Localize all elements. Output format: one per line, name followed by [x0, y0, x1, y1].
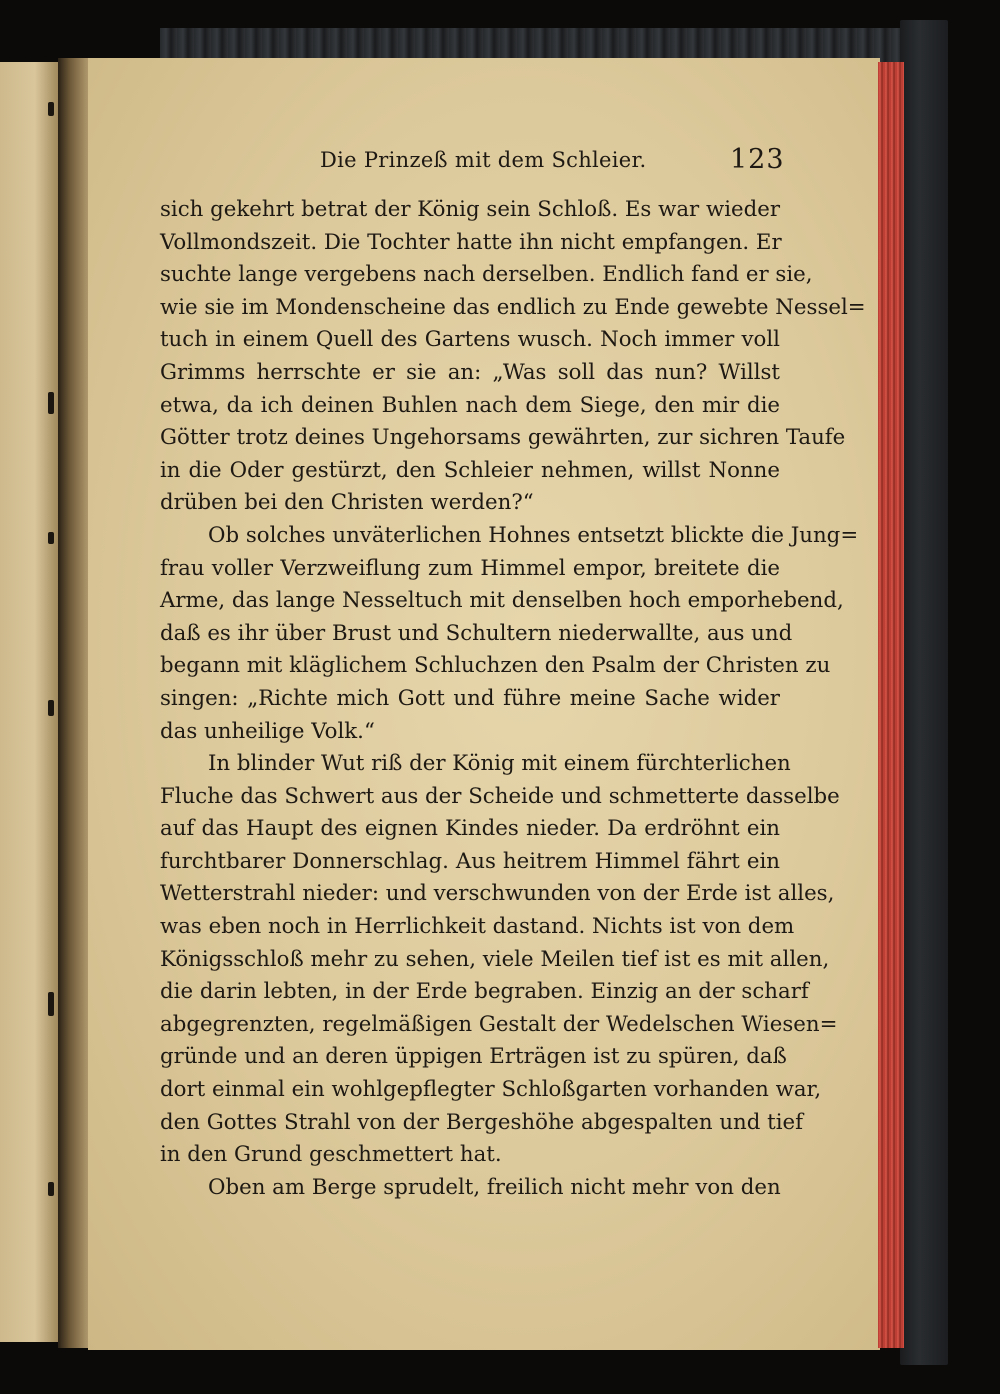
text-line: das unheilige Volk.“	[160, 718, 375, 744]
text-line: Grimms herrschte er sie an: „Was soll das nun? Willst	[160, 359, 780, 385]
text-line: frau voller Verzweiflung zum Himmel empor, breitete die	[160, 555, 780, 581]
text-line: in den Grund geschmettert hat.	[160, 1142, 502, 1168]
text-line: daß es ihr über Brust und Schultern niederwallte, aus und	[160, 620, 793, 646]
text-line: In blinder Wut riß der König mit einem fürchterlichen	[208, 751, 791, 777]
text-line: drüben bei den Christen werden?“	[160, 490, 534, 516]
text-line: singen: „Richte mich Gott und führe meine Sache wider	[160, 685, 780, 711]
red-page-edges	[878, 62, 904, 1348]
text-line: Wetterstrahl nieder: und verschwunden von der Erde ist alles,	[160, 881, 835, 907]
text-line: Königsschloß mehr zu sehen, viele Meilen tief ist es mit allen,	[160, 946, 830, 972]
text-line: tuch in einem Quell des Gartens wusch. Noch immer voll	[160, 327, 780, 353]
text-line: gründe und an deren üppigen Erträgen ist zu spüren, daß	[160, 1044, 787, 1070]
text-line: furchtbarer Donnerschlag. Aus heitrem Himmel fährt ein	[160, 848, 780, 874]
text-line: in die Oder gestürzt, den Schleier nehmen, willst Nonne	[160, 457, 780, 483]
left-page-mark	[48, 1182, 54, 1196]
text-line: abgegrenzten, regelmäßigen Gestalt der Wedelschen Wiesen=	[160, 1011, 838, 1037]
left-page-edge	[0, 62, 60, 1342]
text-line: Götter trotz deines Ungehorsams gewährten, zur sichren Taufe	[160, 425, 846, 451]
text-line: etwa, da ich deinen Buhlen nach dem Siege, den mir die	[160, 392, 780, 418]
text-line: Ob solches unväterlichen Hohnes entsetzt blickte die Jung=	[208, 522, 859, 548]
running-head	[160, 138, 785, 182]
page-gutter	[58, 58, 90, 1348]
text-line: sich gekehrt betrat der König sein Schloß. Es war wieder	[160, 197, 781, 222]
left-page-mark	[48, 700, 54, 716]
text-line: Arme, das lange Nesseltuch mit denselben hoch emporhebend,	[160, 588, 844, 614]
text-line: Oben am Berge sprudelt, freilich nicht mehr von den	[208, 1174, 781, 1200]
book-cover-edge	[900, 20, 948, 1365]
text-line: Vollmondszeit. Die Tochter hatte ihn nicht empfangen. Er	[160, 229, 782, 255]
left-page-mark	[48, 532, 54, 544]
page-number: 123	[730, 144, 785, 175]
page-content	[160, 138, 866, 1204]
left-page-mark	[48, 102, 54, 116]
paragraph	[160, 748, 840, 1172]
text-line: den Gottes Strahl von der Bergeshöhe abgespalten und tief	[160, 1109, 804, 1135]
body-text	[160, 194, 866, 1204]
paragraph	[160, 194, 866, 520]
left-page-mark	[48, 992, 54, 1016]
paragraph	[160, 1172, 780, 1205]
left-page-mark	[48, 392, 54, 414]
chapter-title: Die Prinzeß mit dem Schleier.	[320, 148, 647, 172]
text-line: die darin lebten, in der Erde begraben. Einzig an der scharf	[160, 979, 809, 1005]
text-line: auf das Haupt des eignen Kindes nieder. Da erdröhnt ein	[160, 816, 780, 842]
text-line: Fluche das Schwert aus der Scheide und schmetterte dasselbe	[160, 783, 840, 809]
text-line: wie sie im Mondenscheine das endlich zu Ende gewebte Nessel=	[160, 294, 866, 320]
text-line: suchte lange vergebens nach derselben. Endlich fand er sie,	[160, 262, 813, 288]
text-line: was eben noch in Herrlichkeit dastand. Nichts ist von dem	[160, 914, 795, 940]
paragraph	[160, 520, 859, 748]
text-line: dort einmal ein wohlgepflegter Schloßgarten vorhanden war,	[160, 1077, 822, 1103]
text-line: begann mit kläglichem Schluchzen den Psalm der Christen zu	[160, 653, 831, 679]
